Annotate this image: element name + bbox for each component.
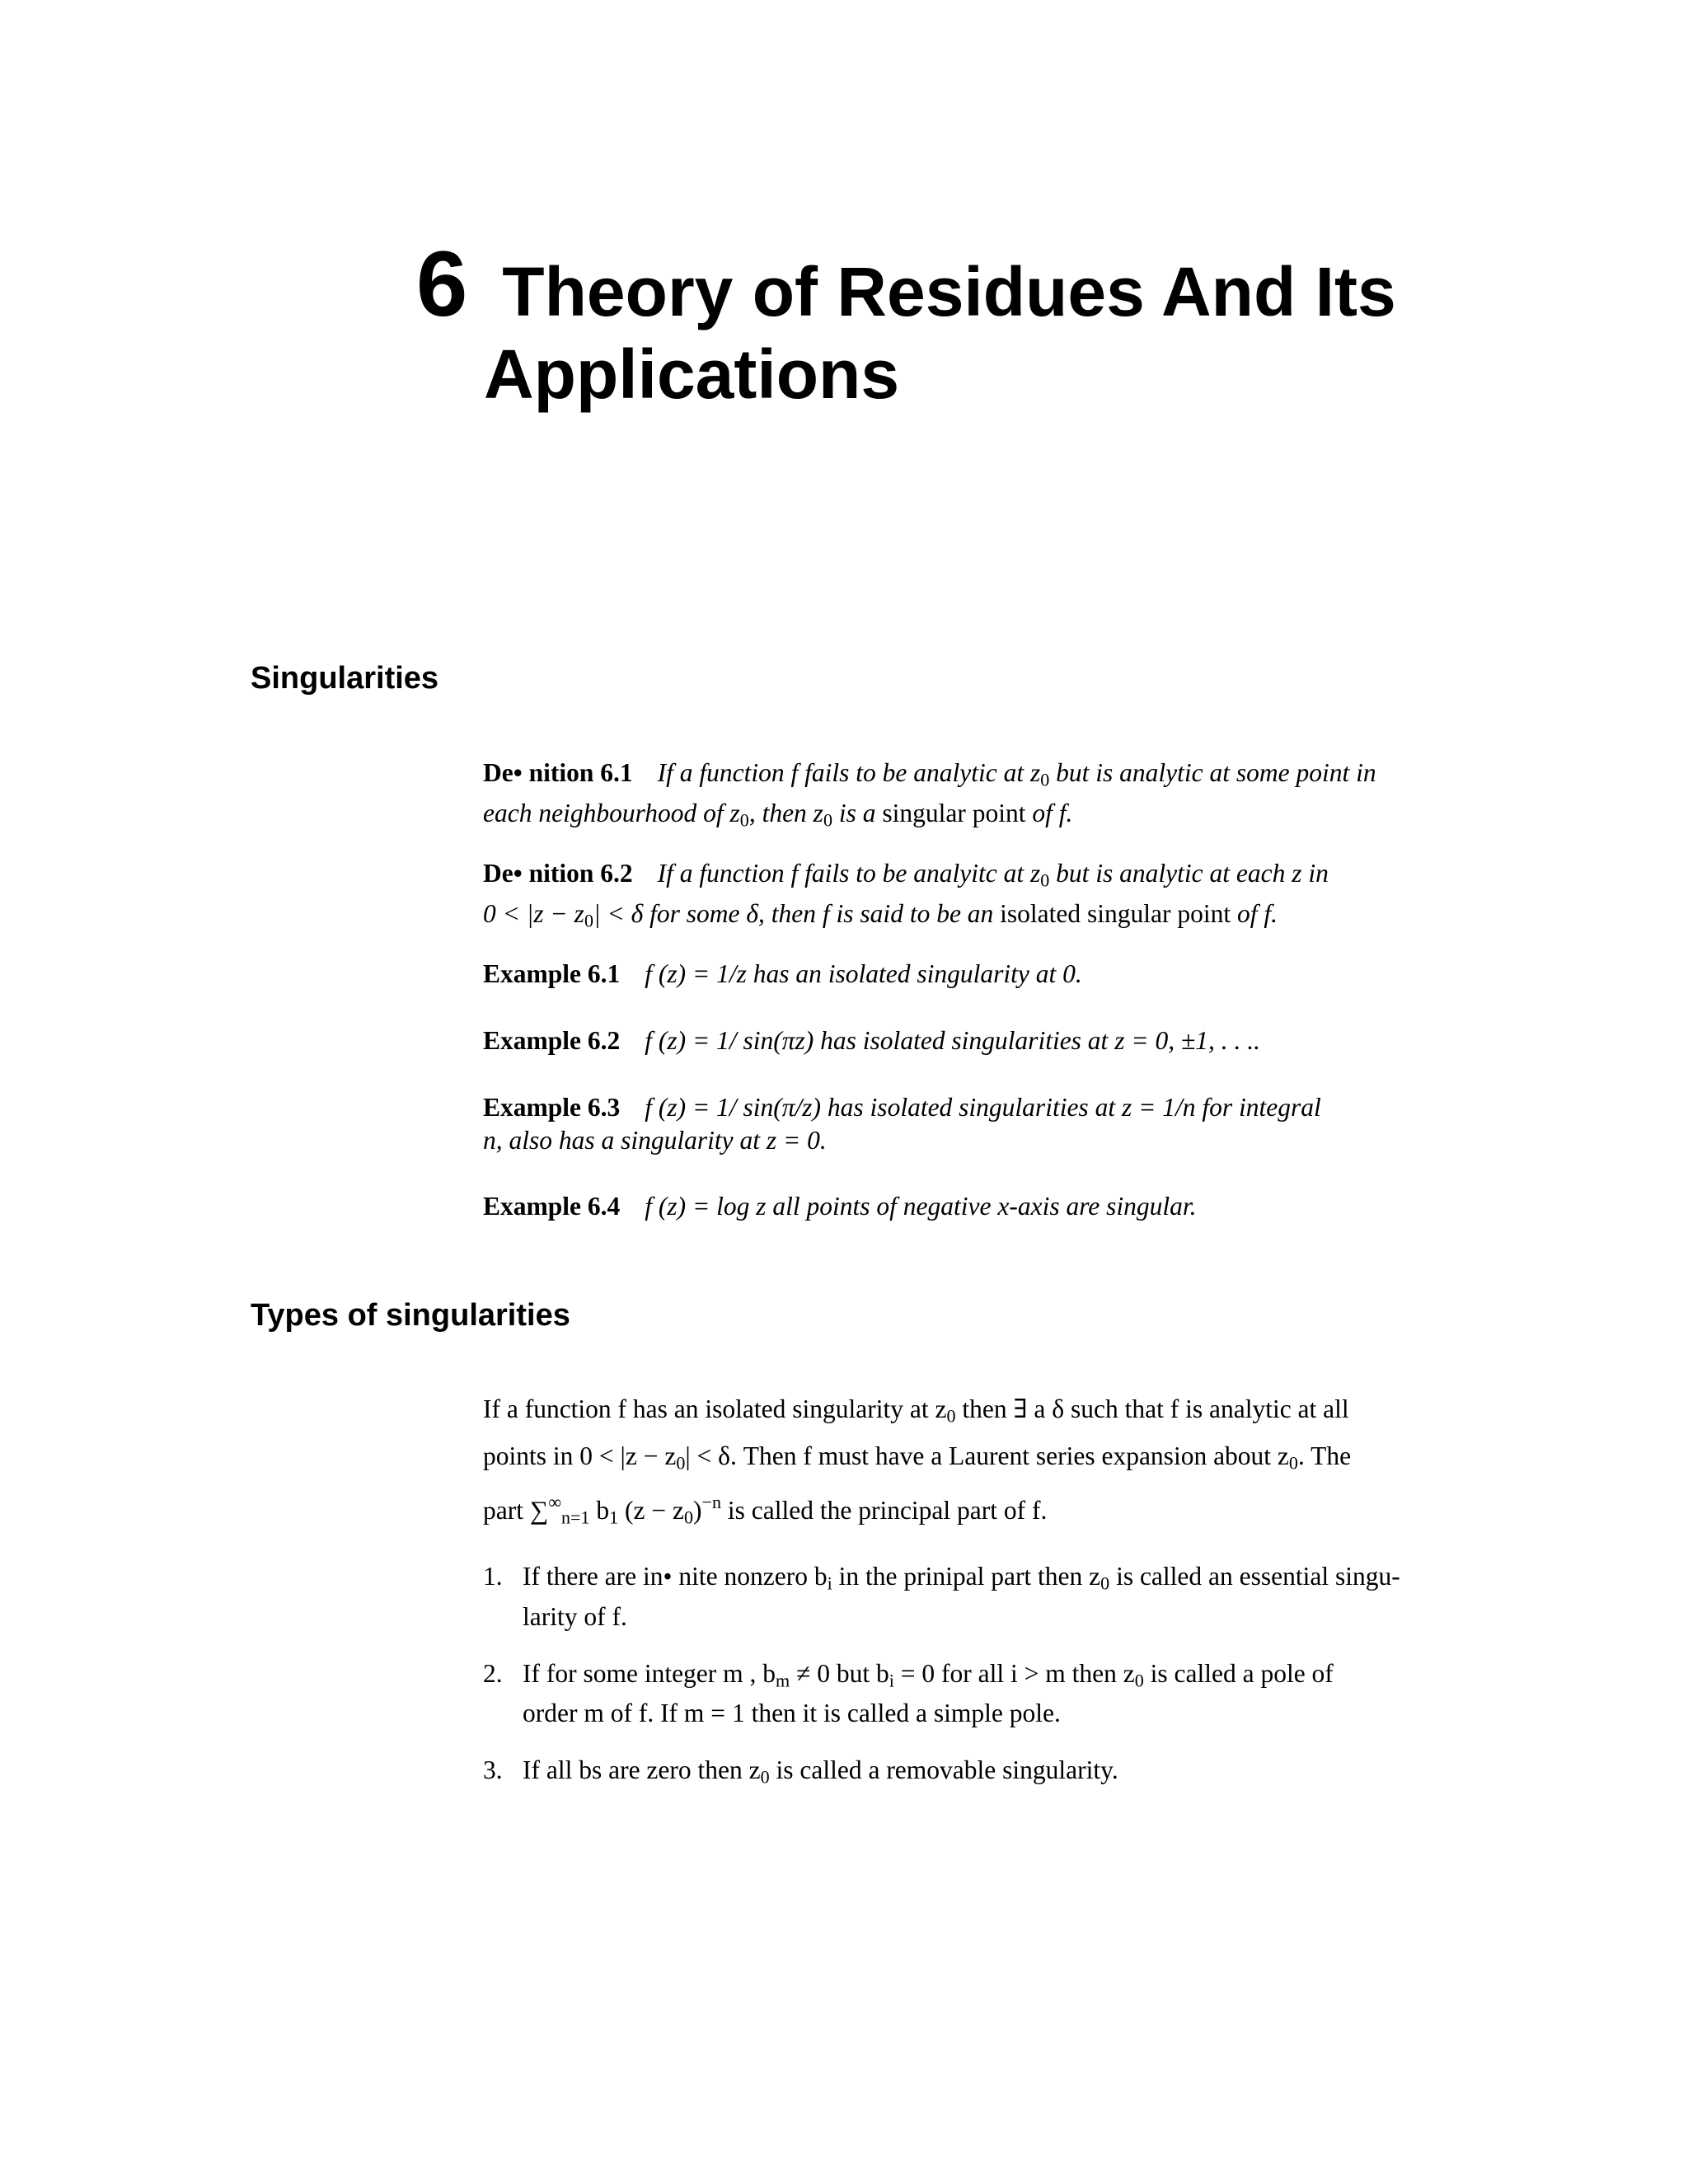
chapter-title <box>416 232 1447 415</box>
example-label: Example 6.3 <box>483 1093 621 1122</box>
definition-6-1: De• nition 6.1 If a function f fails to be analytic at $z_0$ but is analytic at some point in each neighbourhood of $z_0$, then $z_0$ is a singular point of f. <box>483 758 1376 830</box>
chapter-title-line1: Theory of Residues And Its <box>502 253 1396 330</box>
example-label: Example 6.1 <box>483 959 621 988</box>
chapter-title-line2: Applications <box>484 335 900 413</box>
list-item: 3. If all bs are zero then $z_0$ is called a removable singularity. <box>483 1755 1118 1788</box>
definition-6-2: De• nition 6.2 If a function f fails to be analyitc at $z_0$ but is analytic at each z in $0 < |z - z_0| < \delta$ for some δ, then f is said to be an isolated singular point of f. <box>483 859 1329 930</box>
example-6-3: Example 6.3 f (z) = 1/ sin(π/z) has isolated singularities at z = 1/n for integral n, also has a singularity at z = 0. <box>483 1093 1321 1155</box>
singularity-types-list <box>483 1560 1431 1794</box>
list-item: 1. If there are in• nite nonzero $b_i$ in the prinipal part then $z_0$ is called an essential singu- larity of f. <box>483 1562 1400 1631</box>
section-heading-types-of-singularities: Types of singularities <box>251 1298 570 1333</box>
section-heading-singularities: Singularities <box>251 661 439 696</box>
example-label: Example 6.2 <box>483 1026 621 1055</box>
defined-term: singular point <box>882 798 1026 827</box>
definition-label: De• nition 6.2 <box>483 859 633 888</box>
definition-label: De• nition 6.1 <box>483 758 633 787</box>
list-item: 2. If for some integer m , $b_m \ne 0$ but $b_i = 0$ for all i > m then $z_0$ is called a pole of order m of f. If m = 1 then it is called a simple pole. <box>483 1658 1334 1727</box>
chapter-number: 6 <box>416 232 468 335</box>
example-6-2: Example 6.2 f (z) = 1/ sin(πz) has isolated singularities at z = 0, ±1, . . .. <box>483 1026 1260 1055</box>
example-6-4: Example 6.4 f (z) = log z all points of negative x-axis are singular. <box>483 1192 1197 1221</box>
example-6-1: Example 6.1 f (z) = 1/z has an isolated singularity at 0. <box>483 959 1082 988</box>
defined-term: isolated singular point <box>1000 898 1231 928</box>
example-label: Example 6.4 <box>483 1192 621 1221</box>
principal-part-paragraph: If a function f has an isolated singularity at $z_0$ then ∃ a δ such that f is analytic at all points in $0 < |z - z_0| < \delta$. Then f must have a Laurent series expansion about $z_0$. The part $\sum^\infty_{n=1}$ $b_1$ $(z - z_0)^{-n}$ is called the principal part of f. <box>483 1394 1352 1528</box>
